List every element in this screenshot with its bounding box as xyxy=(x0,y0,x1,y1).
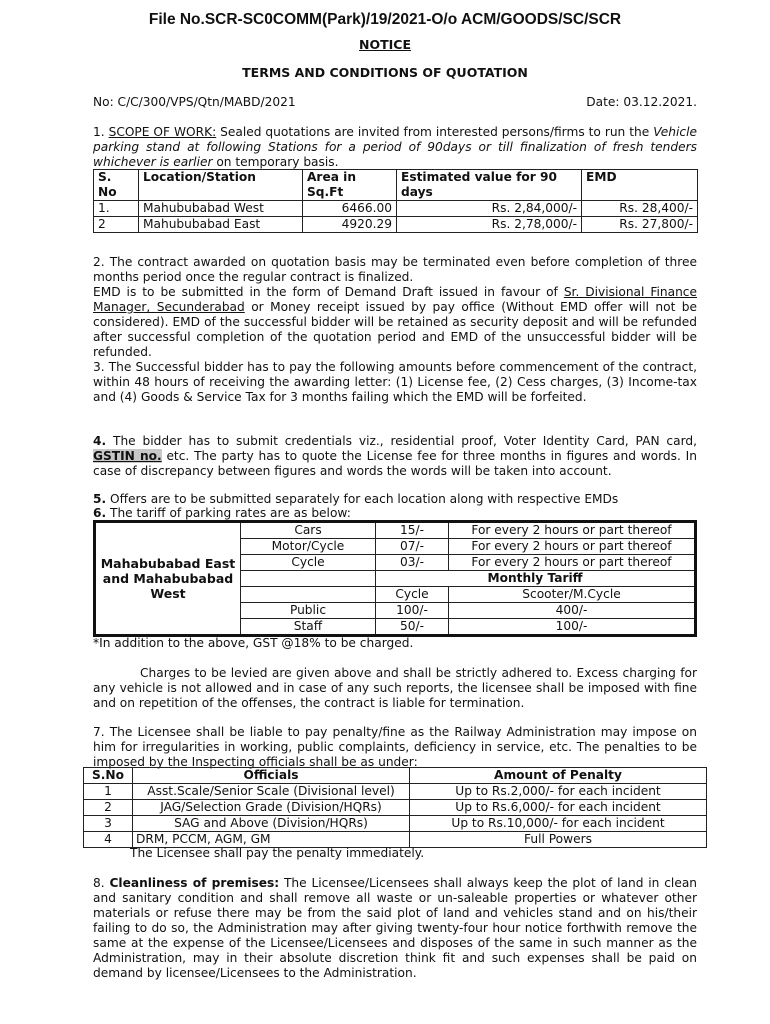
clause-7: 7. The Licensee shall be liable to pay penalty/fine as the Railway Administration may impose on him for irregularities in working, public complaints, deficiency in service, etc. The penalties to be imposed by the Inspecting officials shall be as under: xyxy=(93,725,697,769)
tariff-row xyxy=(95,522,696,539)
monthly-header-scooter: Scooter/M.Cycle xyxy=(449,587,696,603)
cell-location: Mahububabad East xyxy=(139,217,303,233)
cell-official: SAG and Above (Division/HQRs) xyxy=(133,816,410,832)
tariff-rate: 07/- xyxy=(376,539,449,555)
cell-amount: Full Powers xyxy=(410,832,707,848)
monthly-category: Public xyxy=(241,603,376,619)
charges-paragraph: Charges to be levied are given above and shall be strictly adhered to. Excess charging for any vehicle is not allowed and in case of any such reports, the licensee shall be imposed with fine and on repetition of the offenses, the contract is liable for termination. xyxy=(93,666,697,710)
tariff-rate: 15/- xyxy=(376,522,449,539)
tariff-vehicle: Cycle xyxy=(241,555,376,571)
clause-8 xyxy=(93,876,697,981)
monthly-scooter: 100/- xyxy=(449,619,696,636)
cell-value: Rs. 2,84,000/- xyxy=(397,201,582,217)
cell-sno: 3 xyxy=(84,816,133,832)
cleanliness-label: Cleanliness of premises: xyxy=(109,876,280,890)
monthly-tariff-heading: Monthly Tariff xyxy=(376,571,696,587)
clause-number: 4. xyxy=(93,434,107,448)
tariff-vehicle: Motor/Cycle xyxy=(241,539,376,555)
cell-sno: 2 xyxy=(84,800,133,816)
monthly-header-cycle: Cycle xyxy=(376,587,449,603)
gst-note: *In addition to the above, GST @18% to be charged. xyxy=(93,636,414,650)
penalty-table xyxy=(83,767,707,848)
clause-4-text-b: etc. The party has to quote the License fee for three months in figures and words. In case of discrepancy between figures and words the words will be taken into account. xyxy=(93,449,697,478)
table-row xyxy=(84,816,707,832)
emd-payee: Sr. Divisional Finance Manager, Secunderabad xyxy=(93,285,697,314)
emd-text-a: EMD is to be submitted in the form of Demand Draft issued in favour of xyxy=(93,285,558,299)
emd-text-b: or Money receipt issued by pay office (Without EMD offer will not be considered). EMD of the successful bidder will be retained as security deposit and will be refunded after successful completion of the quotation period and EMD of the unsuccessful bidder will be refunded. xyxy=(93,300,697,359)
cell-value: Rs. 2,78,000/- xyxy=(397,217,582,233)
clause-2: 2. The contract awarded on quotation basis may be terminated even before completion of three months period once the regular contract is finalized. xyxy=(93,255,697,284)
clause-number: 8. xyxy=(93,876,105,890)
cell-emd: Rs. 28,400/- xyxy=(582,201,698,217)
tariff-period: For every 2 hours or part thereof xyxy=(449,555,696,571)
tariff-rate: 03/- xyxy=(376,555,449,571)
document-date: Date: 03.12.2021. xyxy=(586,95,697,109)
cell-amount: Up to Rs.2,000/- for each incident xyxy=(410,784,707,800)
cell-sno: 1. xyxy=(94,201,139,217)
monthly-cycle: 50/- xyxy=(376,619,449,636)
tariff-period: For every 2 hours or part thereof xyxy=(449,539,696,555)
clause-4 xyxy=(93,434,697,479)
cell-emd: Rs. 27,800/- xyxy=(582,217,698,233)
clause-3: 3. The Successful bidder has to pay the following amounts before commencement of the contract, within 48 hours of receiving the awarding letter: (1) License fee, (2) Cess charges, (3) Income-tax and (4) Goods & Service Tax for 3 months failing which the EMD will be forfeited. xyxy=(93,360,697,404)
clause-6 xyxy=(93,506,697,521)
cell-sno: 2 xyxy=(94,217,139,233)
table-row xyxy=(94,201,698,217)
clause-4-text-a: The bidder has to submit credentials viz., residential proof, Voter Identity Card, PAN card, xyxy=(113,434,698,448)
table-row xyxy=(84,800,707,816)
header-location: Location/Station xyxy=(139,170,303,201)
clause-5 xyxy=(93,492,697,507)
scope-label: SCOPE OF WORK: xyxy=(108,125,217,139)
scope-of-work xyxy=(93,125,697,170)
scope-text-end: on temporary basis. xyxy=(216,155,339,169)
locations-table xyxy=(93,169,698,233)
cell-amount: Up to Rs.6,000/- for each incident xyxy=(410,800,707,816)
table-row xyxy=(84,784,707,800)
cell-sno: 1 xyxy=(84,784,133,800)
tariff-vehicle: Cars xyxy=(241,522,376,539)
clause-5-text: Offers are to be submitted separately for each location along with respective EMDs xyxy=(110,492,619,506)
header-amount: Amount of Penalty xyxy=(410,768,707,784)
header-area: Area in Sq.Ft xyxy=(303,170,397,201)
header-emd: EMD xyxy=(582,170,698,201)
cleanliness-text: The Licensee/Licensees shall always keep the plot of land in clean and sanitary condition and shall remove all waste or un-saleable properties or whatever other materials or refuse there may be from the said plot of land and vehicles stand and on his/their failing to do so, the Administration may after giving twenty-four hour notice forthwith remove the same at the expense of the Licensee/Licensees and disposes of the same in such manner as the Administration, may in their absolute discretion think fit and such expenses shall be paid on demand by licensee/Licensees to the Administration. xyxy=(93,876,698,980)
tariff-period: For every 2 hours or part thereof xyxy=(449,522,696,539)
cell-amount: Up to Rs.10,000/- for each incident xyxy=(410,816,707,832)
cell-location: Mahububabad West xyxy=(139,201,303,217)
header-sno: S. No xyxy=(94,170,139,201)
cell-official: JAG/Selection Grade (Division/HQRs) xyxy=(133,800,410,816)
header-sno: S.No xyxy=(84,768,133,784)
penalty-footer: The Licensee shall pay the penalty immediately. xyxy=(130,846,425,860)
header-value: Estimated value for 90 days xyxy=(397,170,582,201)
tariff-table xyxy=(93,520,697,637)
gstin-highlight: GSTIN no. xyxy=(93,449,162,463)
clause-number: 5. xyxy=(93,492,107,506)
table-header-row xyxy=(84,768,707,784)
reference-number: No: C/C/300/VPS/Qtn/MABD/2021 xyxy=(93,95,296,109)
clause-number: 1. xyxy=(93,125,105,139)
monthly-cycle: 100/- xyxy=(376,603,449,619)
table-header-row xyxy=(94,170,698,201)
monthly-category: Staff xyxy=(241,619,376,636)
cell-area: 6466.00 xyxy=(303,201,397,217)
cell-area: 4920.29 xyxy=(303,217,397,233)
emd-clause xyxy=(93,285,697,360)
scope-text: Sealed quotations are invited from interested persons/firms to run the xyxy=(220,125,650,139)
tariff-station: Mahabubabad East and Mahabubabad West xyxy=(95,522,241,636)
document-title: TERMS AND CONDITIONS OF QUOTATION xyxy=(242,65,528,80)
scope-italic: Vehicle parking stand at following Stations for a period of 90days or till finalization of fresh tenders whichever is earlier xyxy=(93,125,698,169)
table-row xyxy=(94,217,698,233)
cell-official: Asst.Scale/Senior Scale (Divisional level) xyxy=(133,784,410,800)
file-number: File No.SCR-SC0COMM(Park)/19/2021-O/o ACM/GOODS/SC/SCR xyxy=(148,11,622,28)
cell-sno: 4 xyxy=(84,832,133,848)
clause-6-text: The tariff of parking rates are as below: xyxy=(110,506,351,520)
clause-number: 6. xyxy=(93,506,107,520)
monthly-scooter: 400/- xyxy=(449,603,696,619)
notice-heading: NOTICE xyxy=(359,37,411,52)
header-officials: Officials xyxy=(133,768,410,784)
cell-official: DRM, PCCM, AGM, GM xyxy=(133,832,410,848)
